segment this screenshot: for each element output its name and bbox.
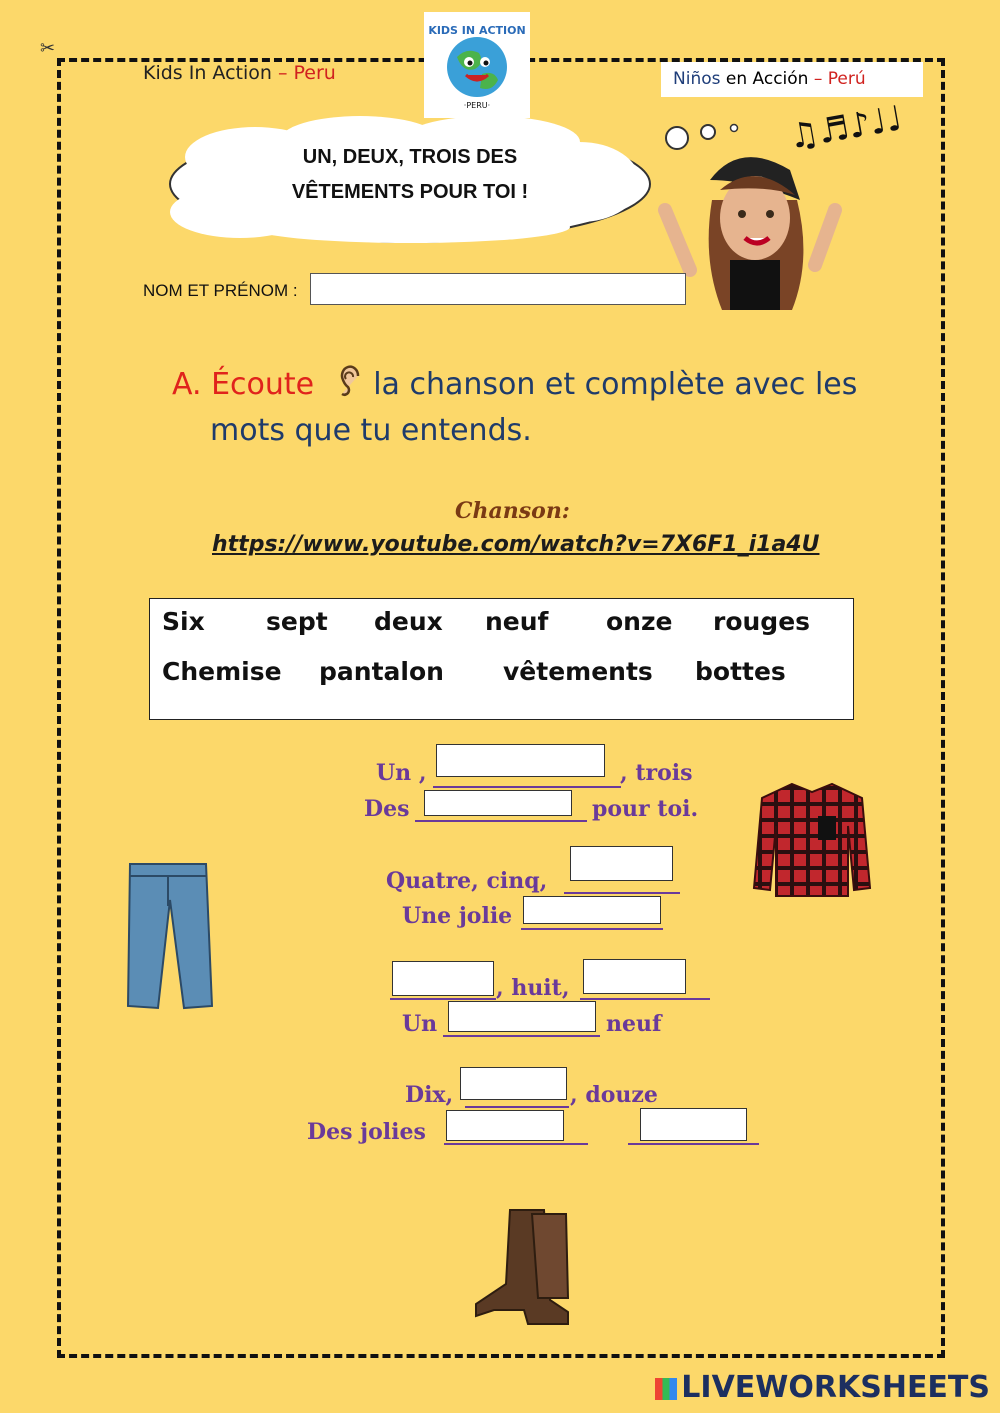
word-bank-item: Six [162, 607, 205, 636]
section-letter: A. [172, 367, 202, 402]
instruction-verb: Écoute [211, 367, 315, 402]
word-bank-item: vêtements [503, 657, 653, 686]
word-bank-item: pantalon [319, 657, 444, 686]
answer-blank-3[interactable] [570, 846, 673, 881]
ear-icon [338, 364, 364, 398]
word-bank-item: deux [374, 607, 443, 636]
header-left-country: – Peru [277, 62, 336, 84]
boots-image [470, 1200, 580, 1330]
instruction-text-line1: la chanson et complète avec les [373, 367, 858, 402]
scissors-icon: ✂ [40, 38, 56, 59]
answer-blank-7[interactable] [448, 1001, 596, 1032]
lyric-line6-end: neuf [606, 1011, 662, 1037]
lyric-line3: Quatre, cinq, [386, 868, 548, 894]
word-bank-item: rouges [713, 607, 811, 636]
music-notes-icon: ♫♬♪♩♩ [785, 98, 906, 158]
answer-blank-8[interactable] [460, 1067, 567, 1100]
svg-text:KIDS IN ACTION: KIDS IN ACTION [428, 24, 526, 37]
svg-text:·PERU·: ·PERU· [463, 101, 491, 110]
instruction-text-line2: mots que tu entends. [210, 413, 532, 448]
lyric-line7-end: , douze [570, 1082, 658, 1108]
shirt-image [752, 780, 872, 898]
word-bank-item: bottes [695, 657, 786, 686]
answer-blank-9[interactable] [446, 1110, 564, 1141]
lyric-line8: Des jolies [307, 1119, 426, 1145]
word-bank-item: neuf [485, 607, 549, 636]
song-link[interactable]: https://www.youtube.com/watch?v=7X6F1_i1a4U [212, 532, 820, 557]
lyric-line4: Une jolie [402, 903, 513, 929]
answer-blank-1[interactable] [436, 744, 605, 777]
answer-blank-5[interactable] [392, 961, 494, 996]
answer-underline [433, 786, 621, 788]
answer-blank-2[interactable] [424, 790, 572, 816]
lyric-line1-end: , trois [620, 760, 693, 786]
word-bank-item: onze [606, 607, 673, 636]
answer-underline [628, 1143, 759, 1145]
name-input[interactable] [310, 273, 686, 305]
lyric-line2-start: Des [364, 796, 410, 822]
lyric-line7-start: Dix, [405, 1082, 454, 1108]
header-left-brand: Kids In Action [143, 62, 272, 84]
instruction-a [172, 362, 872, 454]
worksheet-title [200, 140, 620, 210]
header-right [661, 62, 923, 97]
answer-underline [580, 998, 710, 1000]
song-label: Chanson: [455, 498, 570, 524]
answer-underline [390, 998, 496, 1000]
footer-brand-text: LIVEWORKSHEETS [681, 1370, 990, 1405]
header-left [143, 62, 336, 84]
lyric-line5-mid: , huit, [496, 975, 570, 1001]
answer-underline [444, 1143, 588, 1145]
title-line-2: VÊTEMENTS POUR TOI ! [291, 181, 529, 203]
name-label: NOM ET PRÉNOM : [143, 281, 298, 300]
header-right-brand-2: en Acción [720, 69, 814, 89]
answer-underline [443, 1035, 600, 1037]
pants-image [122, 860, 214, 1010]
answer-underline [564, 892, 680, 894]
answer-underline [415, 820, 587, 822]
lyric-line1-start: Un , [376, 760, 427, 786]
kids-in-action-logo [424, 12, 530, 118]
word-bank-item: Chemise [162, 657, 282, 686]
answer-blank-6[interactable] [583, 959, 686, 994]
word-bank [149, 598, 854, 720]
lyric-line2-end: pour toi. [592, 796, 699, 822]
word-bank-item: sept [266, 607, 328, 636]
answer-blank-10[interactable] [640, 1108, 747, 1141]
header-right-brand-1: Niños [673, 69, 721, 89]
lyric-line6-start: Un [402, 1011, 438, 1037]
answer-underline [465, 1106, 569, 1108]
liveworksheets-logo-icon [655, 1378, 677, 1400]
header-right-country: – Perú [813, 69, 866, 89]
answer-blank-4[interactable] [523, 896, 661, 924]
liveworksheets-brand [655, 1370, 990, 1405]
answer-underline [521, 928, 663, 930]
title-line-1: UN, DEUX, TROIS DES [302, 146, 518, 168]
